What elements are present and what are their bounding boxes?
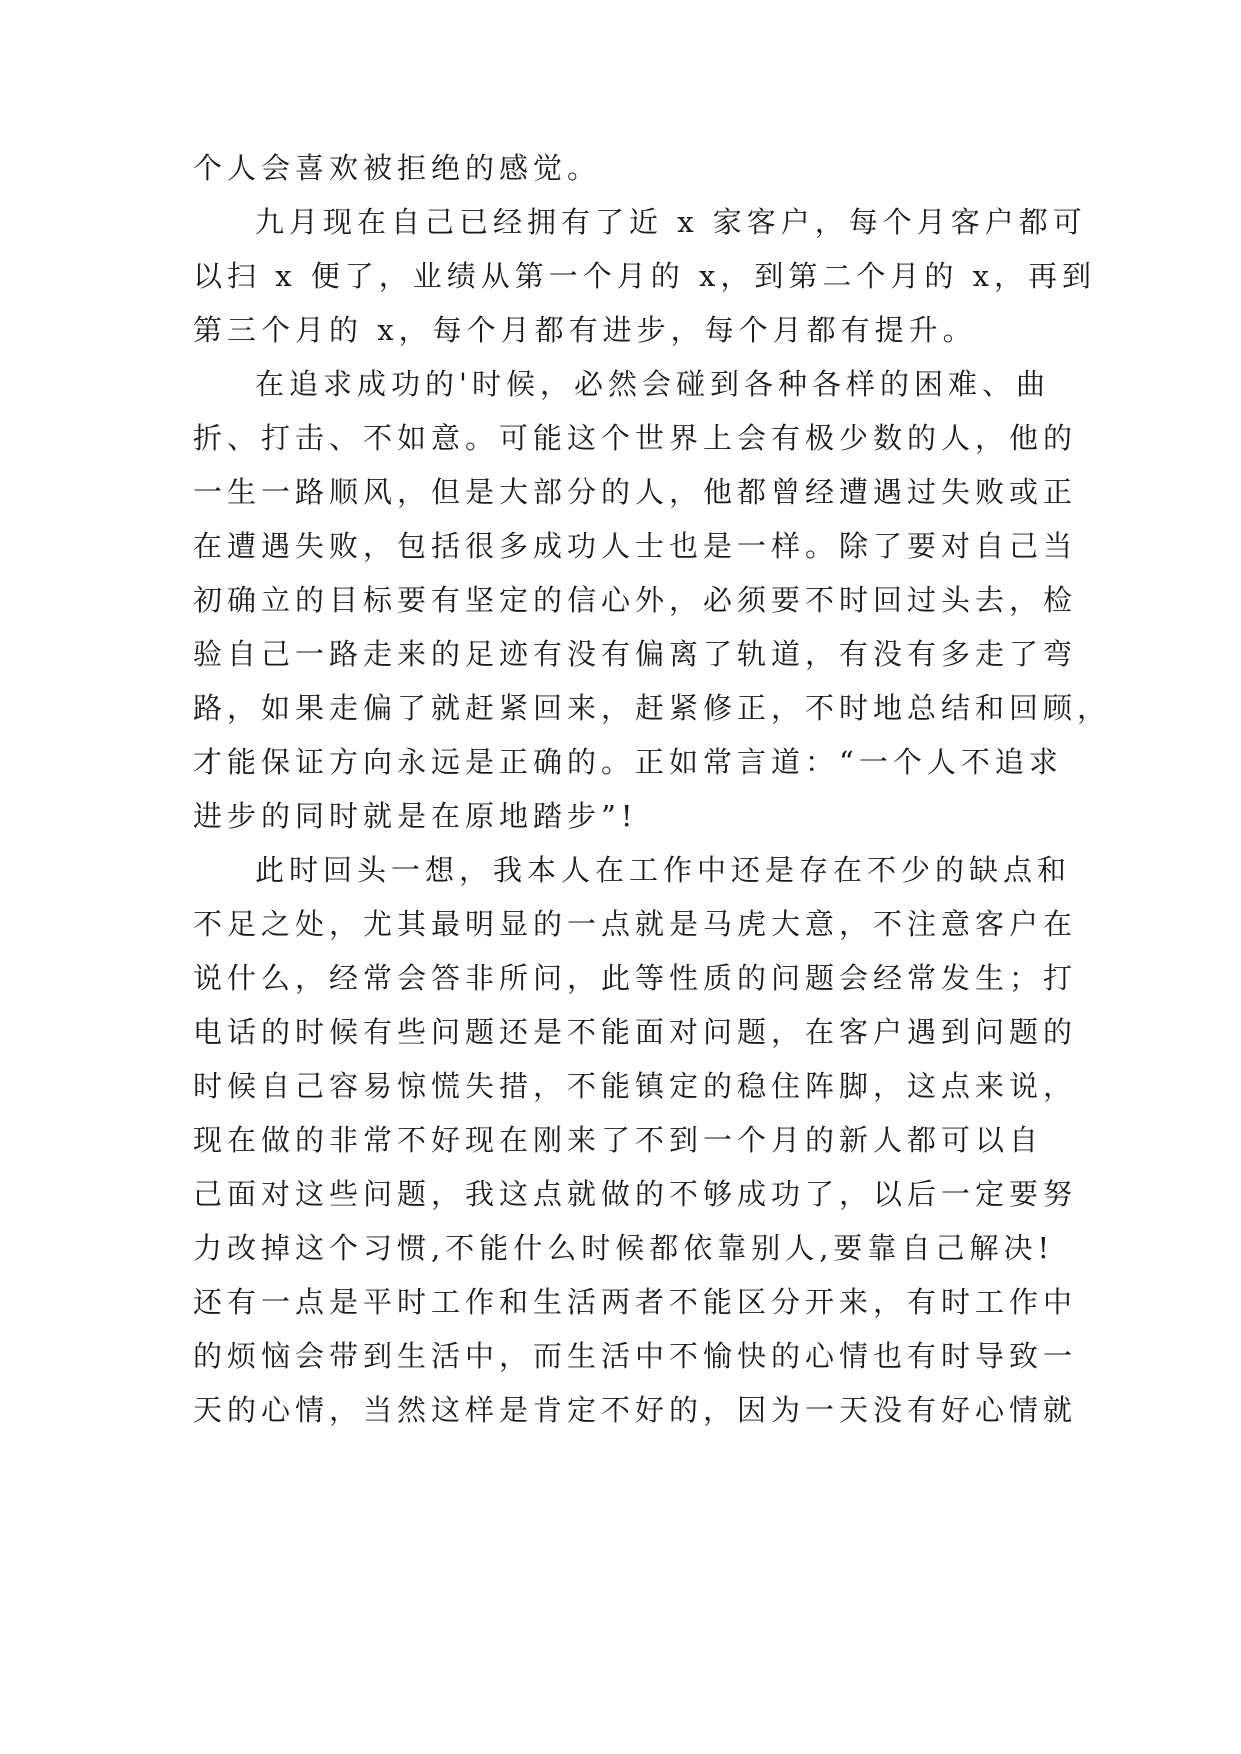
text-line: 个人会喜欢被拒绝的感觉。 xyxy=(193,151,602,185)
text-line: 说什么，经常会答非所问，此等性质的问题会经常发生；打 xyxy=(193,961,1078,995)
text-line: 第三个月的 x，每个月都有进步，每个月都有提升。 xyxy=(193,313,977,347)
text-line: 不足之处，尤其最明显的一点就是马虎大意，不注意客户在 xyxy=(193,907,1078,941)
text-line: 初确立的目标要有坚定的信心外，必须要不时回过头去，检 xyxy=(193,583,1078,617)
text-line: 进步的同时就是在原地踏步”! xyxy=(193,799,638,833)
text-line: 在遭遇失败，包括很多成功人士也是一样。除了要对自己当 xyxy=(193,529,1078,563)
text-line: 力改掉这个习惯,不能什么时候都依靠别人,要靠自己解决! xyxy=(193,1231,1055,1265)
text-line: 还有一点是平时工作和生活两者不能区分开来，有时工作中 xyxy=(193,1285,1078,1319)
text-line: 一生一路顺风，但是大部分的人，他都曾经遭遇过失败或正 xyxy=(193,475,1078,509)
text-line: 的烦恼会带到生活中，而生活中不愉快的心情也有时导致一 xyxy=(193,1339,1078,1373)
text-line: 路，如果走偏了就赶紧回来，赶紧修正，不时地总结和回顾， xyxy=(193,691,1112,725)
text-line: 时候自己容易惊慌失措，不能镇定的稳住阵脚，这点来说， xyxy=(193,1069,1078,1103)
text-line: 己面对这些问题，我这点就做的不够成功了，以后一定要努 xyxy=(193,1177,1078,1211)
text-line: 验自己一路走来的足迹有没有偏离了轨道，有没有多走了弯 xyxy=(193,637,1078,671)
text-line: 此时回头一想，我本人在工作中还是存在不少的缺点和 xyxy=(255,853,1072,887)
text-line: 九月现在自己已经拥有了近 x 家客户，每个月客户都可 xyxy=(255,205,1087,239)
text-line: 天的心情，当然这样是肯定不好的，因为一天没有好心情就 xyxy=(193,1393,1078,1427)
text-line: 以扫 x 便了，业绩从第一个月的 x，到第二个月的 x，再到 xyxy=(193,259,1096,293)
text-line: 折、打击、不如意。可能这个世界上会有极少数的人，他的 xyxy=(193,421,1078,455)
text-line: 电话的时候有些问题还是不能面对问题，在客户遇到问题的 xyxy=(193,1015,1078,1049)
text-line: 才能保证方向永远是正确的。正如常言道：“一个人不追求 xyxy=(193,745,1063,779)
text-line: 在追求成功的'时候，必然会碰到各种各样的困难、曲 xyxy=(255,367,1050,401)
text-line: 现在做的非常不好现在刚来了不到一个月的新人都可以自 xyxy=(193,1123,1044,1157)
